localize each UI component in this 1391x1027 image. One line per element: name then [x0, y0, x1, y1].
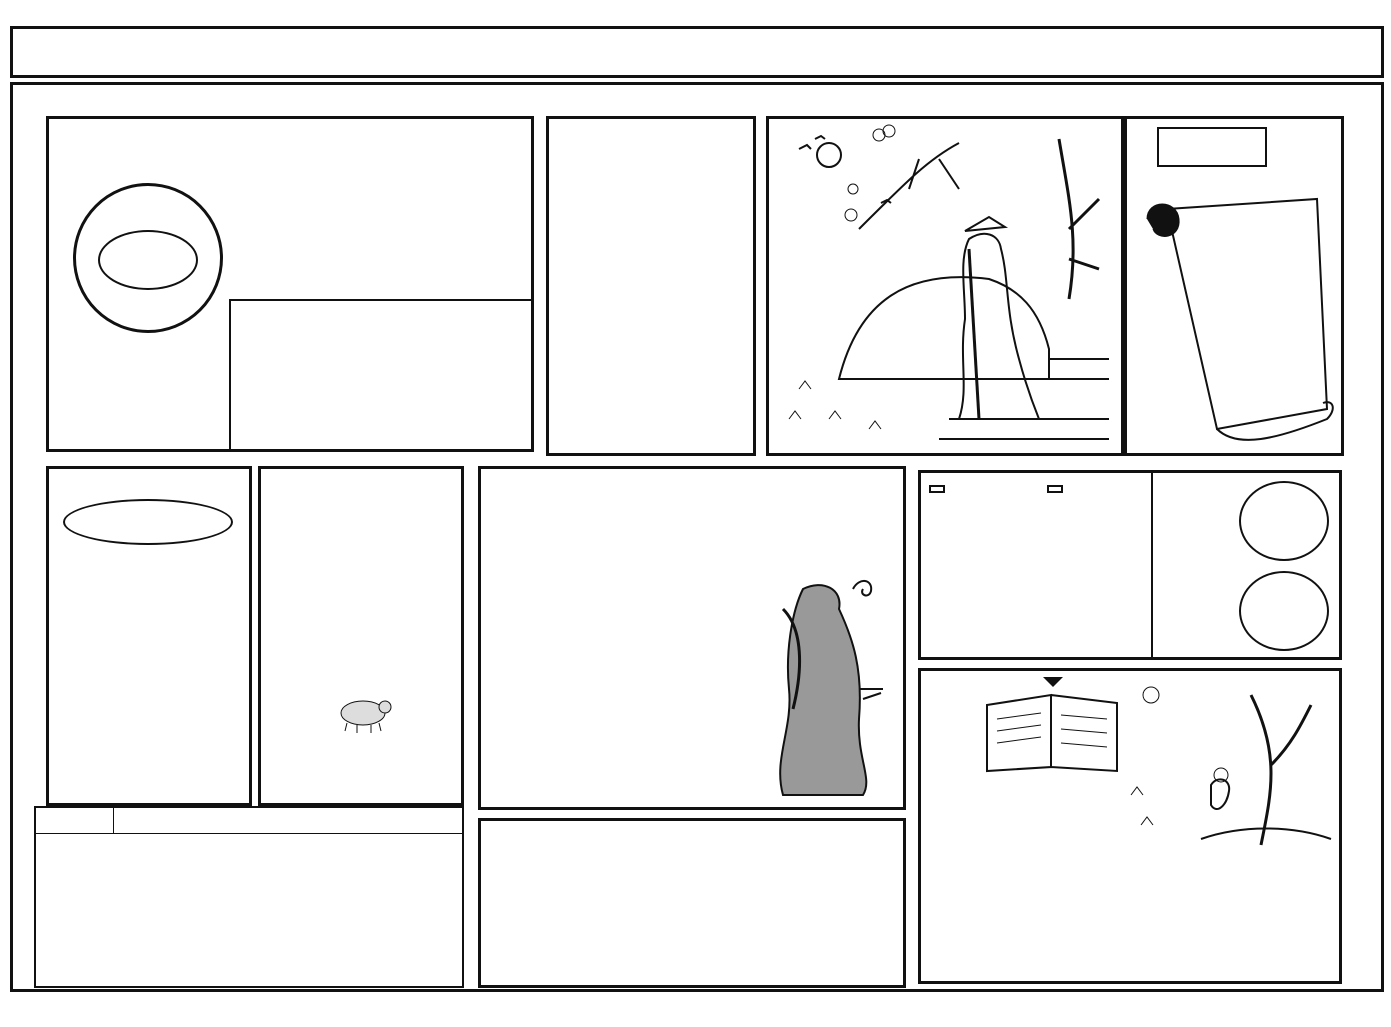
- eight-immortals-panel: [478, 818, 906, 988]
- results-column-header: [114, 808, 462, 822]
- savior-code-text: [501, 567, 771, 797]
- immortals-row: [497, 875, 897, 983]
- treasure-map-title: [1157, 127, 1267, 167]
- old-man-picture-panel: [766, 116, 1124, 456]
- draw-results-table: [34, 806, 464, 988]
- stamp-seal: [73, 183, 223, 333]
- insider-tips-panel: [258, 466, 464, 806]
- logo-inner-frame: [229, 299, 534, 451]
- picture-explainer-panel: [918, 668, 1342, 984]
- stat-ball: [1239, 571, 1329, 651]
- total-sum-label: [929, 485, 945, 493]
- stat-ball: [1239, 481, 1329, 561]
- open-book-icon: [977, 675, 1127, 775]
- special-number-title: [63, 499, 233, 545]
- special-open-label: [1047, 485, 1063, 493]
- logo-panel: [46, 116, 534, 452]
- masthead-frame: [10, 26, 1384, 78]
- divider: [1151, 473, 1153, 657]
- scroll-illustration: [1127, 179, 1343, 449]
- special-number-panel: [46, 466, 252, 806]
- old-man-illustration: [769, 119, 1121, 453]
- zodiac-animal-icon: [331, 695, 395, 733]
- results-subheaders: [114, 822, 462, 834]
- period-column-header: [36, 808, 114, 834]
- liuhe-code-panel: [546, 116, 756, 456]
- result-type-panel: [918, 470, 1342, 660]
- tree-monkey-illustration: [1121, 675, 1339, 855]
- stamp-center: [98, 230, 198, 290]
- results-rows: [36, 834, 462, 986]
- treasure-map-panel: [1124, 116, 1344, 456]
- mark-six-border-right: [1346, 88, 1376, 988]
- immortal-figure-illustration: [763, 569, 893, 799]
- savior-code-panel: [478, 466, 906, 810]
- mark-six-border-top: [46, 88, 1346, 110]
